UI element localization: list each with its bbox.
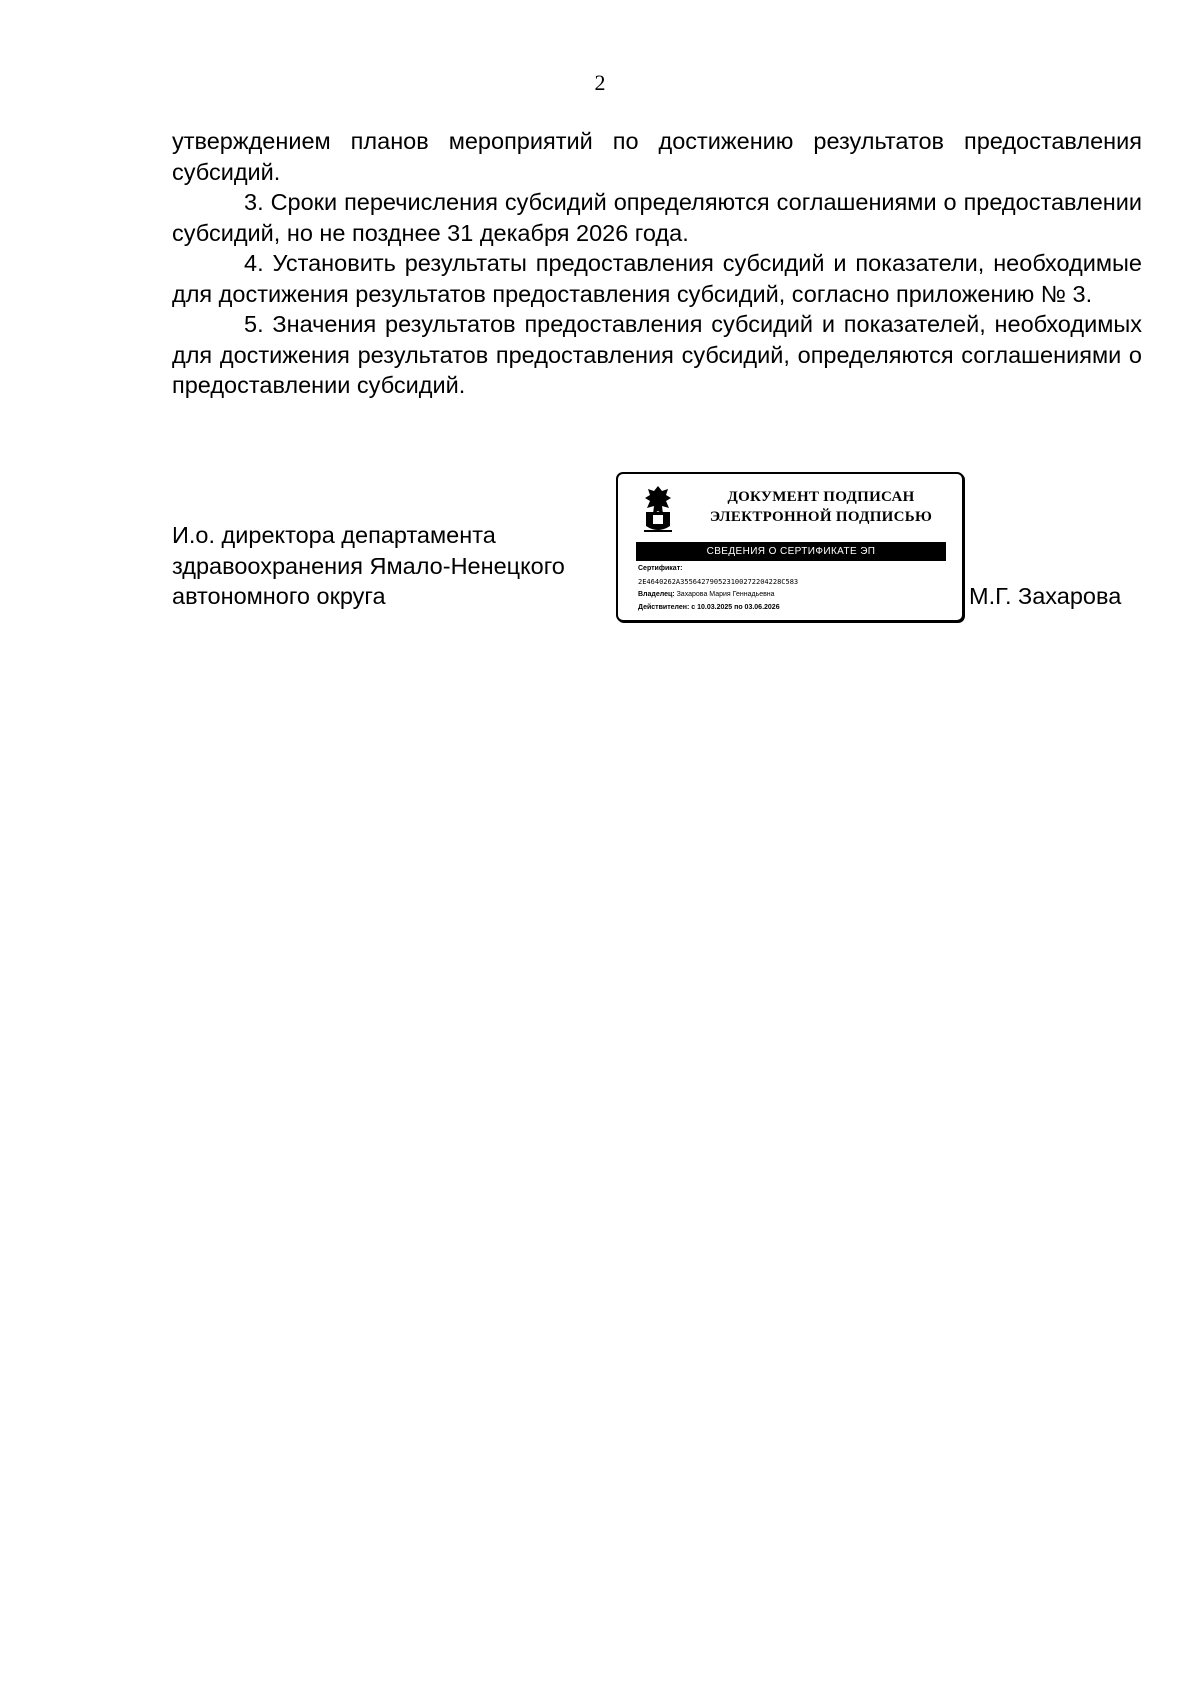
document-body (172, 126, 1142, 401)
page-number: 2 (594, 70, 606, 95)
signatory-name: М.Г. Захарова (969, 583, 1122, 609)
stamp-title (676, 487, 966, 527)
certificate-number: 2E4640262A355642790523100272204228C583 (638, 577, 799, 586)
owner-label: Владелец: (638, 591, 675, 598)
yamal-coat-of-arms-icon (638, 484, 678, 536)
signatory-position (172, 520, 612, 612)
paragraph-continuation: утверждением планов мероприятий по достижению результатов предоставления субсидий. (172, 128, 1142, 185)
paragraph-5: 5. Значения результатов предоставления субсидий и показателей, необходимых для достижения результатов предоставления субсидий, определяются соглашениями о предоставлении субсидий. (172, 311, 1142, 398)
electronic-signature-stamp (616, 472, 964, 622)
stamp-certificate-bar: СВЕДЕНИЯ О СЕРТИФИКАТЕ ЭП (636, 542, 946, 561)
valid-value: с 10.03.2025 по 03.06.2026 (691, 603, 780, 611)
owner-value: Захарова Мария Геннадьевна (676, 591, 775, 598)
signatory-position-line-1: И.о. директора департамента (172, 522, 496, 548)
valid-label: Действителен: (638, 603, 690, 611)
stamp-certificate-number (638, 576, 948, 590)
stamp-title-line-2: ЭЛЕКТРОННОЙ ПОДПИСЬЮ (709, 509, 933, 525)
stamp-owner (638, 589, 948, 602)
paragraph-3: 3. Сроки перечисления субсидий определяются соглашениями о предоставлении субсидий, но не позднее 31 декабря 2026 года. (172, 189, 1142, 246)
stamp-validity (638, 602, 948, 615)
signatory-position-line-2: здравоохранения Ямало-Ненецкого (172, 552, 565, 579)
stamp-title-line-1: ДОКУМЕНТ ПОДПИСАН (727, 489, 915, 505)
paragraph-4: 4. Установить результаты предоставления субсидий и показатели, необходимые для достижения результатов предоставления субсидий, согласно приложению № 3. (172, 250, 1142, 307)
certificate-label: Сертификат: (638, 565, 683, 572)
signatory-position-line-3: автономного округа (172, 583, 386, 609)
stamp-certificate-label (638, 563, 948, 576)
stamp-certificate-details (638, 563, 948, 614)
